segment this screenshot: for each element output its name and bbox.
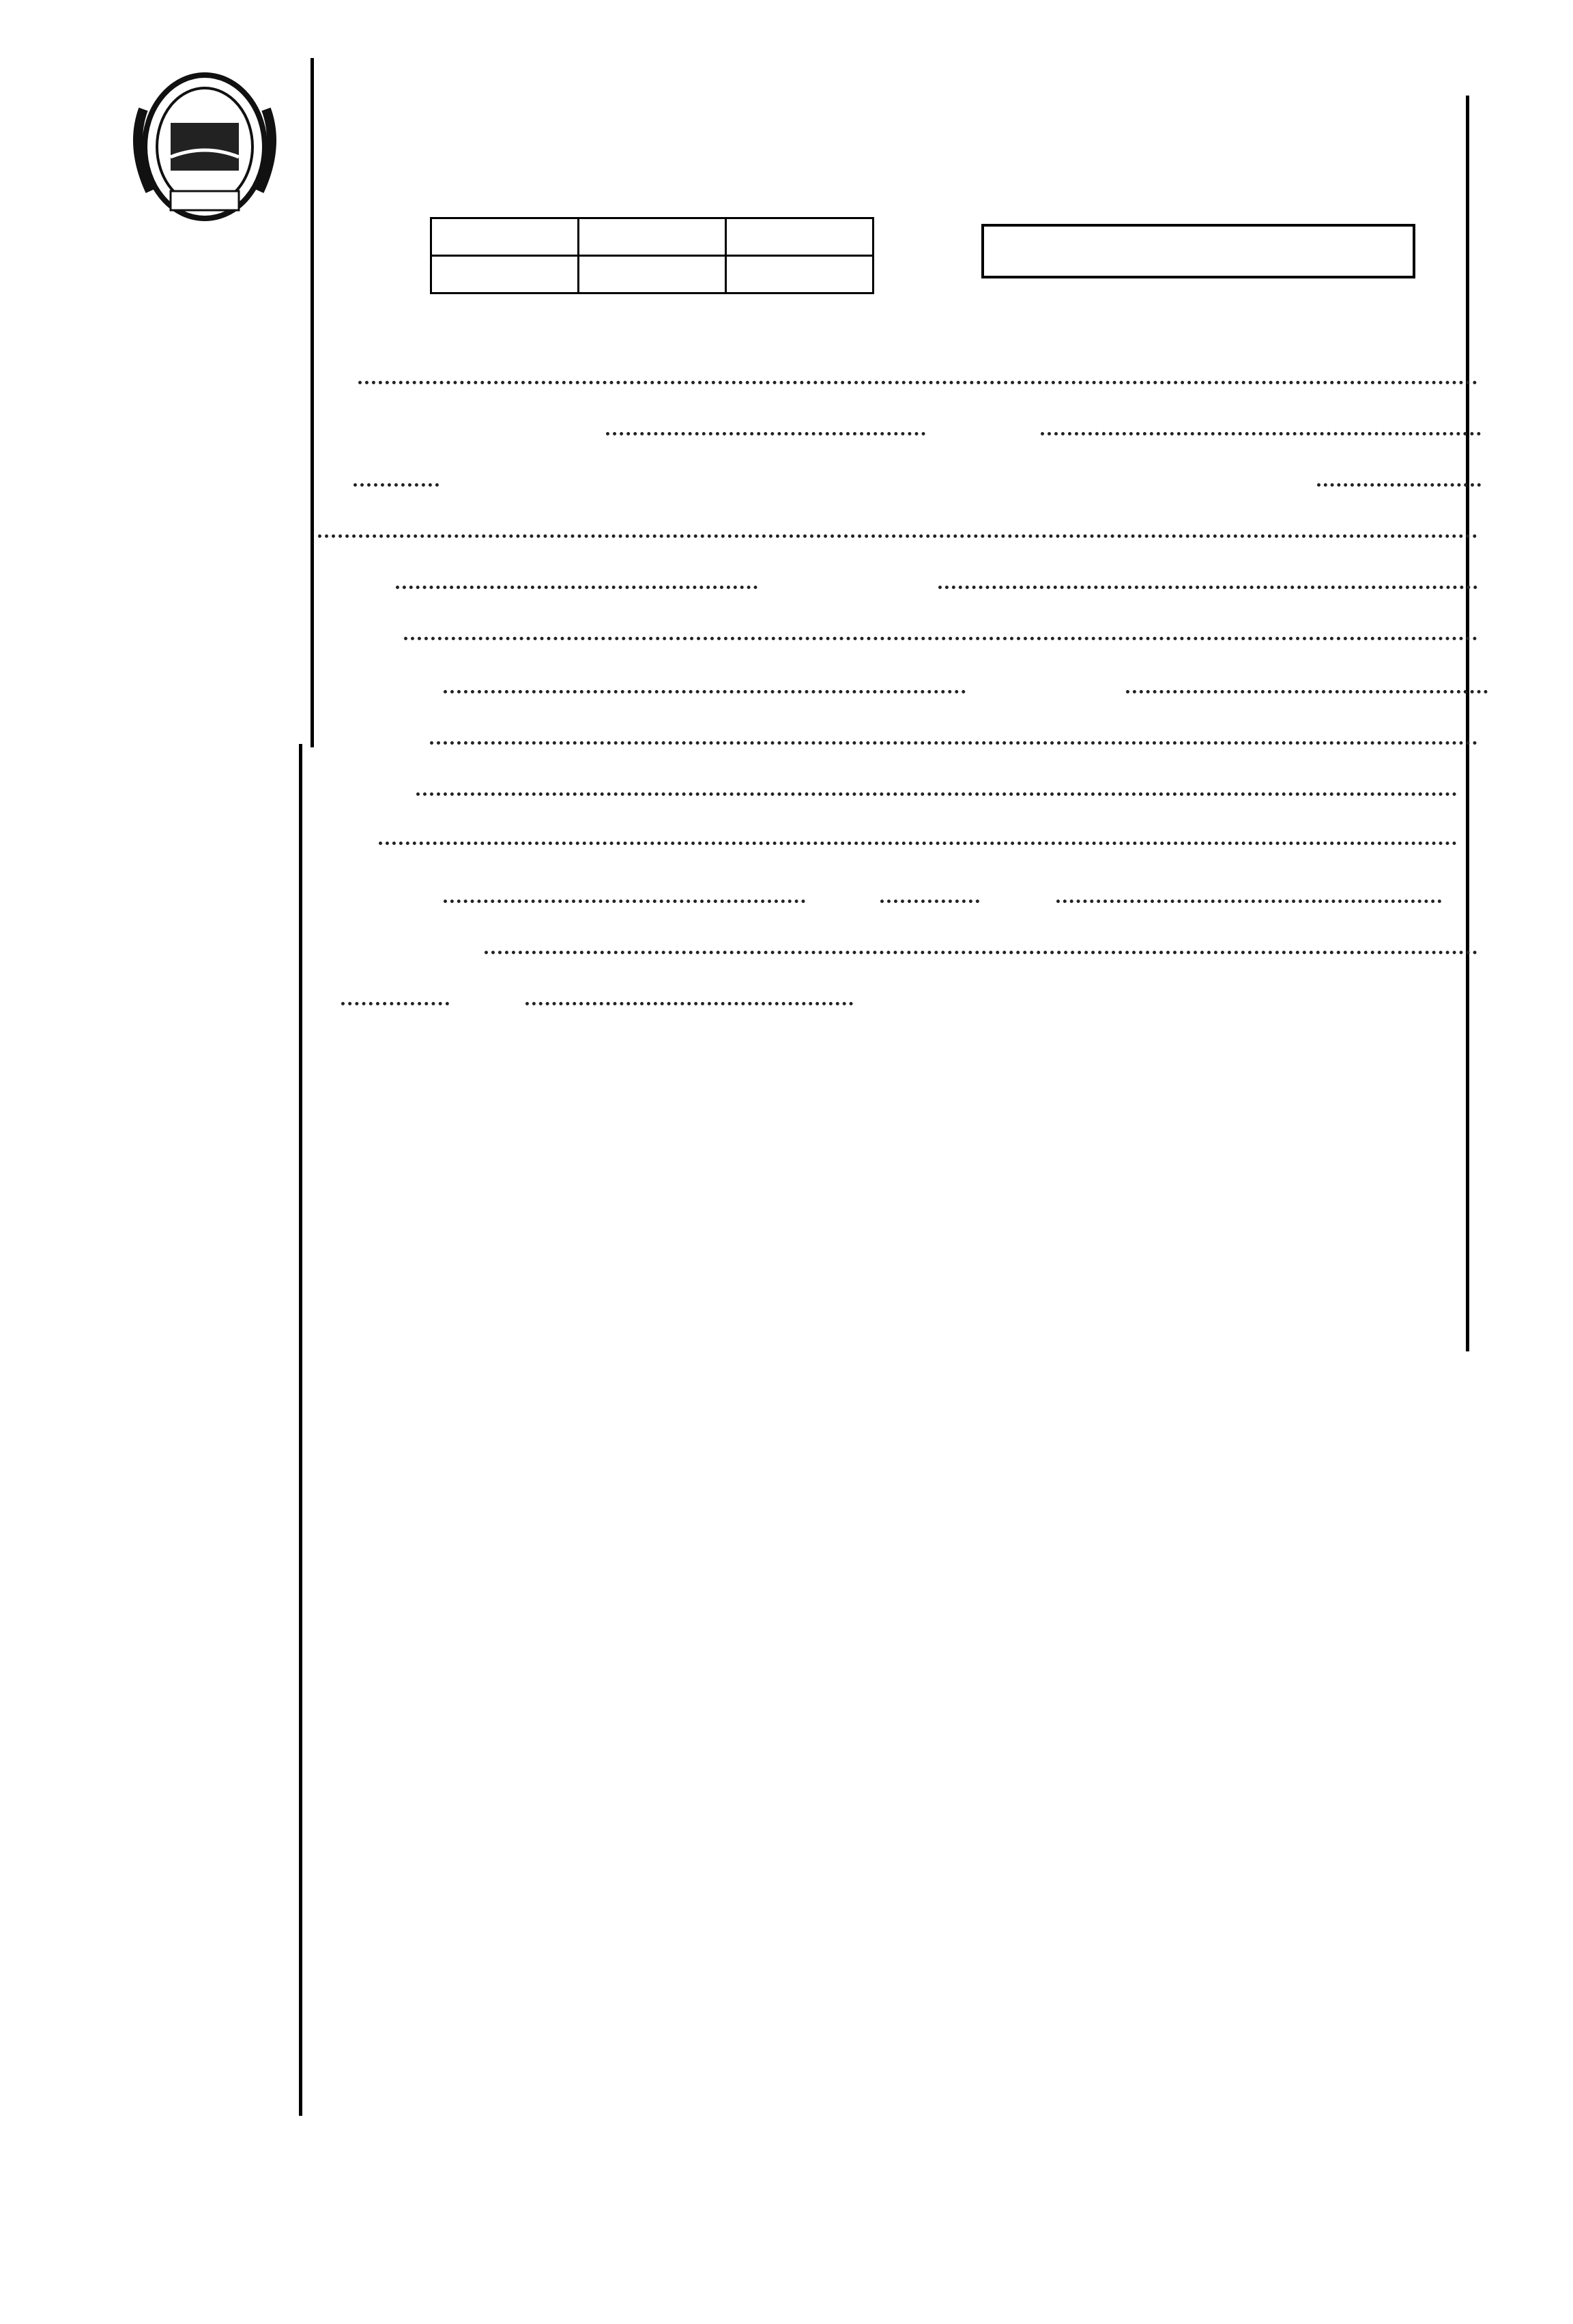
- row-ocurrida: [314, 915, 1477, 956]
- nacionalidad-line: [938, 586, 1477, 589]
- row-nacido: [314, 863, 1477, 904]
- ocurrida-line: [485, 951, 1477, 954]
- death-day-line: [341, 1002, 449, 1005]
- year-line: [353, 483, 439, 487]
- row-yde: [314, 805, 1477, 846]
- row-profesion: [314, 654, 1477, 695]
- birth-year-line: [1318, 900, 1441, 903]
- row-estado: [314, 601, 1477, 642]
- province-seal-logo: [123, 68, 287, 225]
- profesion-line: [444, 690, 966, 693]
- tomo-header: [431, 218, 579, 256]
- anio-header: [726, 218, 874, 256]
- row-domicilio: [314, 705, 1477, 746]
- row-sexo: [314, 549, 1477, 590]
- birth-day-line: [880, 900, 979, 903]
- acta-header: [579, 218, 726, 256]
- month-line: [1041, 432, 1481, 435]
- record-index-table: [430, 217, 874, 294]
- row-yo: [314, 447, 1477, 488]
- birth-month-line: [1056, 900, 1316, 903]
- anio-value: [726, 256, 874, 293]
- row-en: [314, 345, 1477, 386]
- acta-value: [579, 256, 726, 293]
- sexo-line: [396, 586, 757, 589]
- y-de-line: [379, 842, 1457, 845]
- nacido-line: [444, 900, 805, 903]
- row-date: [314, 396, 1477, 437]
- row-death-date: [314, 966, 1477, 1007]
- en-line: [358, 381, 1477, 384]
- tomo-value: [431, 256, 579, 293]
- record-type-box: [981, 224, 1415, 278]
- left-frame-line-lower: [299, 744, 302, 2116]
- day-line: [606, 432, 925, 435]
- yo-line: [1317, 483, 1481, 487]
- death-month-line: [525, 1002, 853, 1005]
- row-hijo: [314, 756, 1477, 797]
- hijo-line: [416, 792, 1457, 796]
- estado-line: [404, 637, 1477, 640]
- row-name: [314, 498, 1477, 539]
- domicilio-line: [430, 741, 1477, 745]
- doc-ident-line: [1126, 690, 1488, 693]
- name-line: [318, 534, 1477, 538]
